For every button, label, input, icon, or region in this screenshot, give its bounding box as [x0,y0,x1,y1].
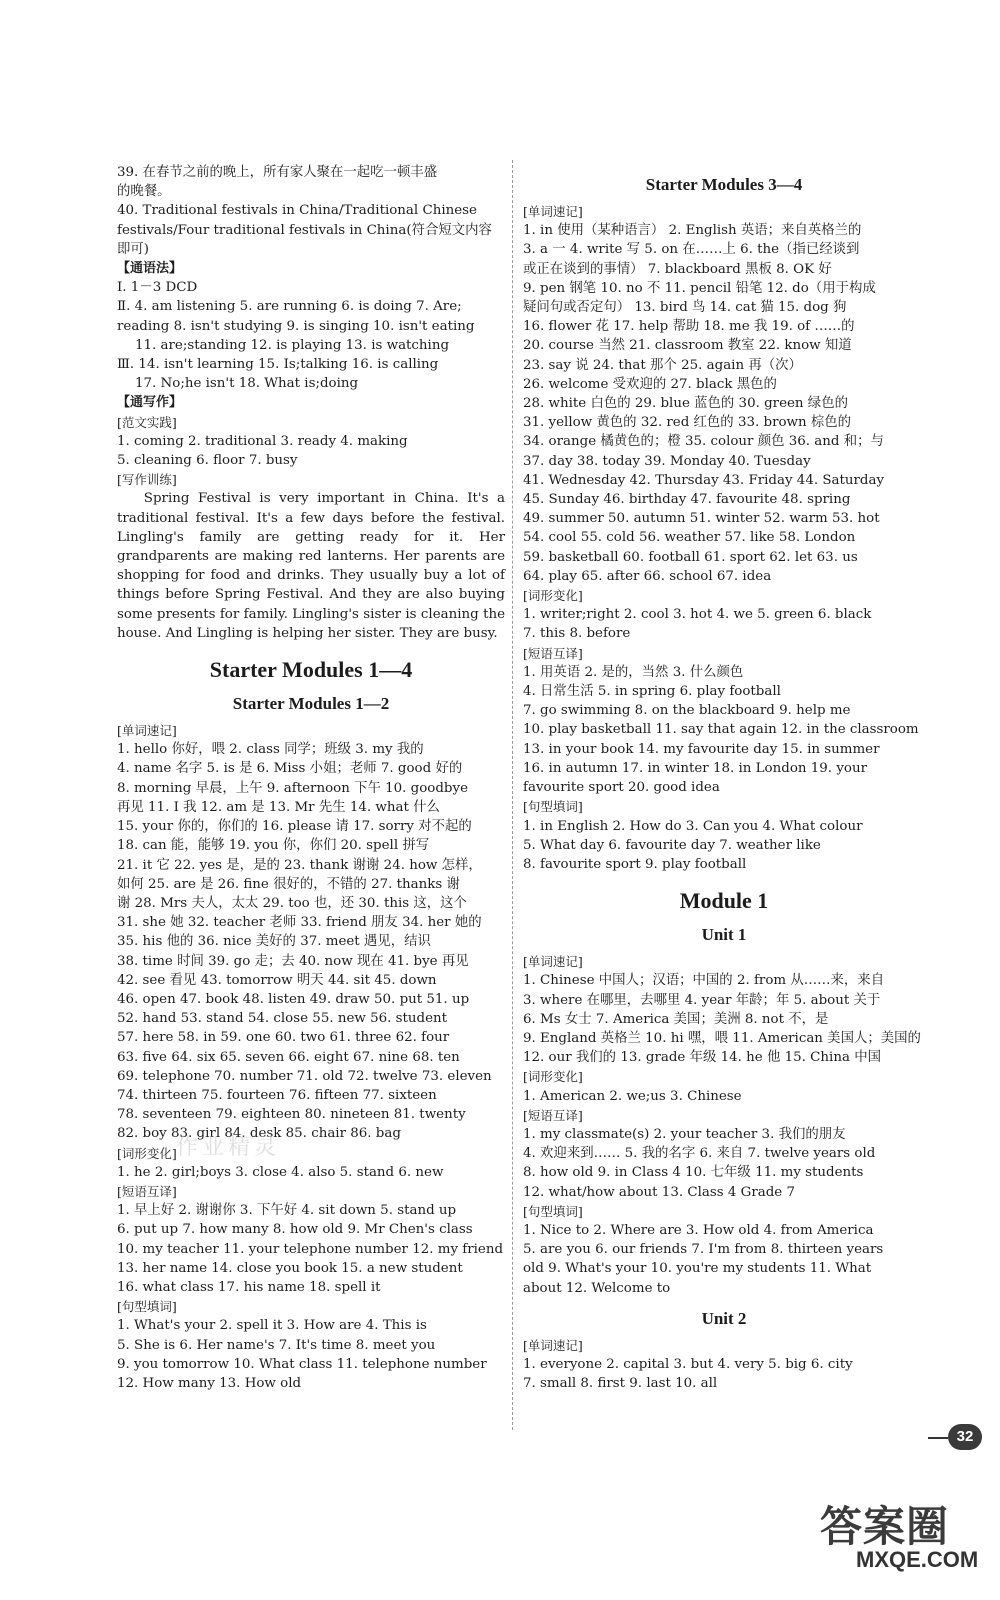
text-line: 82. boy 83. girl 84. desk 85. chair 86. bag [117,1126,401,1142]
left-column [117,163,505,1393]
text-line: Ⅱ. 4. am listening 5. are running 6. is doing 7. Are; [117,299,462,315]
text-line: 26. welcome 受欢迎的 27. black 黑色的 [523,376,777,392]
text-line: 的晚餐。 [117,184,171,200]
text-line: 12. what/how about 13. Class 4 Grade 7 [523,1184,795,1200]
text-line: 1. in 使用（某种语言） 2. English 英语；来自英格兰的 [523,223,862,239]
text-line: 再见 11. I 我 12. am 是 13. Mr 先生 14. what 什么 [117,799,440,815]
text-line: favourite sport 20. good idea [523,780,720,796]
text-line: 9. pen 钢笔 10. no 不 11. pencil 铅笔 12. do（用于构成 [523,280,876,296]
text-line: 31. yellow 黄色的 32. red 红色的 33. brown 棕色的 [523,415,852,431]
text-line: 40. Traditional festivals in China/Traditional Chinese [117,203,477,219]
unit-title-unit-2: Unit 2 [701,1308,747,1328]
text-line: 5. She is 6. Her name's 7. It's time 8. meet you [117,1337,436,1353]
text-line: 1. in English 2. How do 3. Can you 4. What colour [523,818,863,834]
text-line: 12. How many 13. How old [117,1375,302,1391]
sub-label-phrases: [短语互译] [117,1183,177,1199]
text-line: 8. morning 早晨，上午 9. afternoon 下午 10. goodbye [117,780,468,796]
text-line: 10. play basketball 11. say that again 12. in the classroom [523,722,919,738]
text-line: 16. what class 17. his name 18. spell it [117,1279,381,1295]
text-line: 1. 早上好 2. 谢谢你 3. 下午好 4. sit down 5. stand up [117,1203,457,1219]
text-line: 1. he 2. girl;boys 3. close 4. also 5. stand 6. new [117,1164,444,1180]
text-line: 35. his 他的 36. nice 美好的 37. meet 遇见，结识 [117,934,431,950]
text-line: Ⅰ. 1－3 DCD [117,280,198,296]
text-line: 49. summer 50. autumn 51. winter 52. warm 53. hot [523,511,880,527]
text-line: festivals/Four traditional festivals in China(符合短文内容 [117,222,492,238]
text-line: 23. say 说 24. that 那个 25. again 再（次） [523,357,802,373]
sub-label-training: [写作训练] [117,472,177,488]
text-line: 31. she 她 32. teacher 老师 33. friend 朋友 34. her 她的 [117,915,482,931]
text-line: 52. hand 53. stand 54. close 55. new 56. student [117,1011,448,1027]
text-line: Ⅲ. 14. isn't learning 15. Is;talking 16. is calling [117,357,439,373]
sub-label-vocab: [单词速记] [523,1337,583,1353]
text-line: 11. are;standing 12. is playing 13. is watching [135,337,450,353]
text-line: 38. time 时间 39. go 走；去 40. now 现在 41. bye 再见 [117,953,469,969]
text-line: 16. in autumn 17. in winter 18. in London 19. your [523,760,867,776]
text-line: 疑问句或否定句） 13. bird 鸟 14. cat 猫 15. dog 狗 [523,300,847,316]
text-line: 20. course 当然 21. classroom 教室 22. know 知道 [523,338,852,354]
text-line: 1. Chinese 中国人；汉语；中国的 2. from 从……来，来自 [523,973,885,989]
text-line: 13. in your book 14. my favourite day 15. in summer [523,741,880,757]
essay-paragraph: Spring Festival is very important in China. It's a traditional festival. It's a few days before the festival. Lingling's family are getting ready for it. Her grandparents are making red lanterns. Her parents are shopping for food and drinks. They usually buy a lot of things before Spring Festival. And they are also buying some presents for family. Lingling's sister is cleaning the house. And Lingling is helping her sister. They are busy. [117,491,505,641]
text-line: 8. how old 9. in Class 4 10. 七年级 11. my students [523,1165,864,1181]
text-line: 4. 日常生活 5. in spring 6. play football [523,684,781,700]
text-line: reading 8. isn't studying 9. is singing 10. isn't eating [117,318,475,334]
text-line: 1. my classmate(s) 2. your teacher 3. 我们的朋友 [523,1126,846,1142]
sub-label-word-forms: [词形变化] [523,588,583,604]
text-line: 59. basketball 60. football 61. sport 62. let 63. us [523,549,858,565]
sub-label-vocab: [单词速记] [117,723,177,739]
sub-label-phrases: [短语互译] [523,1107,583,1123]
text-line: 42. see 看见 43. tomorrow 明天 44. sit 45. down [117,972,437,988]
text-line: 1. writer;right 2. cool 3. hot 4. we 5. green 6. black [523,607,872,623]
sub-label-sample: [范文实践] [117,414,177,430]
text-line: 16. flower 花 17. help 帮助 18. me 我 19. of ……的 [523,319,855,335]
text-line: 1. 用英语 2. 是的，当然 3. 什么颜色 [523,664,744,680]
text-line: 7. go swimming 8. on the blackboard 9. help me [523,703,851,719]
watermark-brand: 答案圈 [820,1503,950,1550]
module-title-module-1: Module 1 [679,888,769,914]
text-line: 8. favourite sport 9. play football [523,856,747,872]
text-line: 74. thirteen 75. fourteen 76. fifteen 77. sixteen [117,1087,437,1103]
vocab-list [523,221,925,586]
watermark-faint: 作业精灵 [176,1135,281,1160]
section-label-writing: 【通写作】 [117,395,183,411]
text-line: 1. Nice to 2. Where are 3. How old 4. from America [523,1222,874,1238]
text-line: 7. small 8. first 9. last 10. all [523,1376,718,1392]
page-number: 32 [948,1424,982,1450]
text-line: 13. her name 14. close you book 15. a new student [117,1260,463,1276]
module-title-starter-1-4: Starter Modules 1—4 [209,657,413,683]
text-line: 78. seventeen 79. eighteen 80. nineteen 81. twenty [117,1107,466,1123]
text-line: 即可) [117,241,150,257]
text-line: 4. name 名字 5. is 是 6. Miss 小姐；老师 7. good 好的 [117,761,463,777]
sub-label-word-forms: [词形变化] [117,1145,177,1161]
text-line: 4. 欢迎来到…… 5. 我的名字 6. 来自 7. twelve years old [523,1146,876,1162]
text-line: 或正在谈到的事情） 7. blackboard 黑板 8. OK 好 [523,261,832,277]
text-line: 1. everyone 2. capital 3. but 4. very 5. big 6. city [523,1356,853,1372]
text-line: 69. telephone 70. number 71. old 72. twelve 73. eleven [117,1068,492,1084]
watermark-site: MXQE.COM [856,1547,979,1572]
sub-label-sentences: [句型填词] [523,799,583,815]
text-line: 34. orange 橘黄色的；橙 35. colour 颜色 36. and 和；与 [523,434,884,450]
text-line: 57. here 58. in 59. one 60. two 61. three 62. four [117,1030,450,1046]
text-line: 3. a 一 4. write 写 5. on 在……上 6. the（指已经谈到 [523,242,860,258]
text-line: 5. What day 6. favourite day 7. weather like [523,837,821,853]
text-line: 6. put up 7. how many 8. how old 9. Mr Chen's class [117,1222,473,1238]
sub-title-starter-1-2: Starter Modules 1—2 [232,694,390,714]
text-line: 1. What's your 2. spell it 3. How are 4. This is [117,1318,427,1334]
column-divider [512,160,513,1430]
text-line: 21. it 它 22. yes 是，是的 23. thank 谢谢 24. how 怎样， [117,857,482,873]
text-line: 10. my teacher 11. your telephone number 12. my friend [117,1241,504,1257]
text-line: 37. day 38. today 39. Monday 40. Tuesday [523,453,811,469]
text-line: old 9. What's your 10. you're my students 11. What [523,1261,872,1277]
sub-title-starter-3-4: Starter Modules 3—4 [645,175,803,194]
text-line: 1. coming 2. traditional 3. ready 4. making [117,433,408,449]
text-line: 谢 28. Mrs 夫人，太太 29. too 也，还 30. this 这，这个 [117,895,467,911]
text-line: 63. five 64. six 65. seven 66. eight 67. nine 68. ten [117,1049,460,1065]
text-line: 7. this 8. before [523,626,631,642]
unit-title-unit-1: Unit 1 [701,925,747,945]
text-line: 5. are you 6. our friends 7. I'm from 8. thirteen years [523,1242,884,1258]
text-line: 6. Ms 女士 7. America 美国；美洲 8. not 不，是 [523,1011,829,1027]
text-line: 41. Wednesday 42. Thursday 43. Friday 44. Saturday [523,472,885,488]
vocab-list [117,740,505,1143]
text-line: about 12. Welcome to [523,1280,671,1296]
sub-label-vocab: [单词速记] [523,954,583,970]
text-line: 17. No;he isn't 18. What is;doing [135,376,359,392]
text-line: 3. where 在哪里，去哪里 4. year 年龄；年 5. about 关于 [523,992,881,1008]
right-column [523,168,925,1393]
text-line: 9. England 英格兰 10. hi 嘿，喂 11. American 美国人；美国的 [523,1030,921,1046]
sub-label-phrases: [短语互译] [523,645,583,661]
text-line: 如何 25. are 是 26. fine 很好的，不错的 27. thanks 谢 [117,876,460,892]
sub-label-vocab: [单词速记] [523,204,583,219]
text-line: 1. hello 你好，喂 2. class 同学；班级 3. my 我的 [117,742,424,758]
sub-label-word-forms: [词形变化] [523,1069,583,1085]
sub-label-sentences: [句型填词] [117,1299,177,1315]
text-line: 39. 在春节之前的晚上，所有家人聚在一起吃一顿丰盛 [117,165,438,180]
answer-block-39-40 [117,163,505,259]
text-line: 9. you tomorrow 10. What class 11. telephone number [117,1356,487,1372]
text-line: 5. cleaning 6. floor 7. busy [117,453,298,469]
text-line: 1. American 2. we;us 3. Chinese [523,1088,742,1104]
text-line: 15. your 你的，你们的 16. please 请 17. sorry 对不起的 [117,819,472,835]
text-line: 54. cool 55. cold 56. weather 57. like 58. London [523,530,856,546]
text-line: 46. open 47. book 48. listen 49. draw 50. put 51. up [117,991,470,1007]
page-number-dash [928,1437,948,1439]
sub-label-sentences: [句型填词] [523,1203,583,1219]
section-label-grammar: 【通语法】 [117,261,183,277]
text-line: 12. our 我们的 13. grade 年级 14. he 他 15. China 中国 [523,1050,881,1066]
text-line: 18. can 能，能够 19. you 你，你们 20. spell 拼写 [117,838,430,854]
text-line: 45. Sunday 46. birthday 47. favourite 48. spring [523,492,851,508]
text-line: 64. play 65. after 66. school 67. idea [523,568,772,584]
text-line: 28. white 白色的 29. blue 蓝色的 30. green 绿色的 [523,396,848,412]
